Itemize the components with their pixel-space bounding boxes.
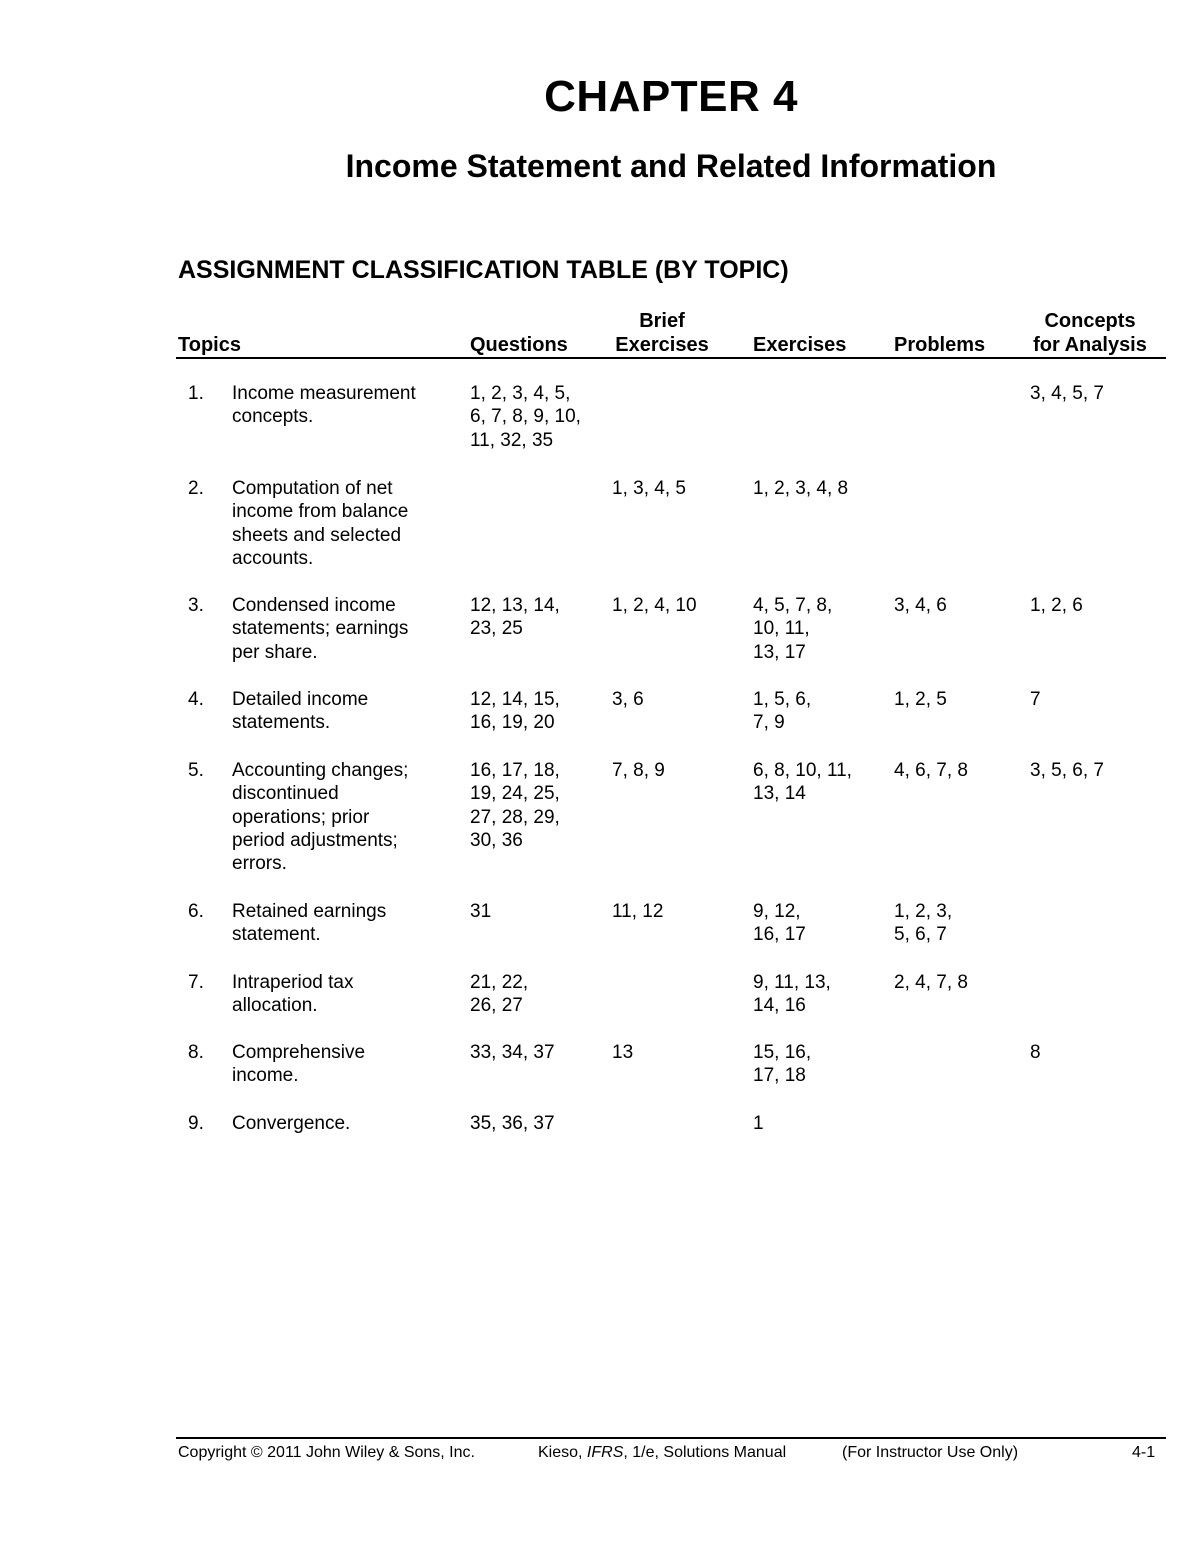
row-number: 6. — [188, 901, 204, 922]
footer-source-rest: , 1/e, Solutions Manual — [623, 1444, 787, 1461]
concepts-cell: 3, 4, 5, 7 — [1030, 383, 1104, 404]
brief-exercises-cell: 3, 6 — [612, 689, 644, 710]
col-header-topics: Topics — [178, 334, 241, 356]
row-number: 1. — [188, 383, 204, 404]
topic-cell: Retained earnings statement. — [232, 901, 387, 946]
exercises-cell: 1, 2, 3, 4, 8 — [753, 478, 849, 499]
questions-cell: 35, 36, 37 — [470, 1113, 555, 1134]
brief-exercises-cell: 11, 12 — [612, 901, 664, 922]
exercises-cell: 1, 5, 6, 7, 9 — [753, 689, 812, 734]
footer-source — [538, 1444, 786, 1462]
brief-exercises-cell: 13 — [612, 1042, 634, 1063]
row-number: 8. — [188, 1042, 204, 1063]
problems-cell: 3, 4, 6 — [894, 595, 947, 616]
topic-cell: Comprehensive income. — [232, 1042, 366, 1087]
footer-note: (For Instructor Use Only) — [842, 1444, 1019, 1461]
questions-cell: 31 — [470, 901, 492, 922]
problems-cell: 1, 2, 5 — [894, 689, 947, 710]
topic-cell: Income measurement concepts. — [232, 383, 416, 428]
row-number: 7. — [188, 972, 204, 993]
problems-cell: 4, 6, 7, 8 — [894, 760, 968, 781]
exercises-cell: 1 — [753, 1113, 764, 1134]
col-header-questions: Questions — [470, 334, 568, 356]
questions-cell: 21, 22, 26, 27 — [470, 972, 529, 1017]
chapter-subtitle: Income Statement and Related Information — [345, 148, 997, 184]
col-header-exercises: Exercises — [753, 334, 847, 356]
col-header-problems: Problems — [894, 334, 986, 356]
exercises-cell: 6, 8, 10, 11, 13, 14 — [753, 760, 852, 805]
brief-exercises-cell: 7, 8, 9 — [612, 760, 665, 781]
problems-cell: 2, 4, 7, 8 — [894, 972, 968, 993]
header-rule — [176, 357, 1166, 359]
brief-exercises-cell: 1, 3, 4, 5 — [612, 478, 686, 499]
questions-cell: 33, 34, 37 — [470, 1042, 555, 1063]
concepts-cell: 3, 5, 6, 7 — [1030, 760, 1104, 781]
topic-cell: Accounting changes; discontinued operations; prior period adjustments; errors. — [232, 760, 409, 875]
topic-cell: Intraperiod tax allocation. — [232, 972, 354, 1017]
questions-cell: 1, 2, 3, 4, 5, 6, 7, 8, 9, 10, 11, 32, 35 — [470, 383, 581, 451]
topic-cell: Computation of net income from balance sheets and selected accounts. — [232, 478, 409, 569]
questions-cell: 12, 13, 14, 23, 25 — [470, 595, 560, 640]
row-number: 9. — [188, 1113, 204, 1134]
topic-cell: Detailed income statements. — [232, 689, 369, 734]
exercises-cell: 4, 5, 7, 8, 10, 11, 13, 17 — [753, 595, 833, 663]
col-header-brief-exercises-line2: Exercises — [615, 334, 709, 356]
section-heading: ASSIGNMENT CLASSIFICATION TABLE (BY TOPIC) — [178, 256, 789, 284]
concepts-cell: 7 — [1030, 689, 1041, 710]
questions-cell: 16, 17, 18, 19, 24, 25, 27, 28, 29, 30, 36 — [470, 760, 560, 851]
footer-source-author: Kieso, — [538, 1444, 587, 1461]
col-header-concepts-line1: Concepts — [1044, 310, 1136, 332]
col-header-brief-exercises-line1: Brief — [639, 310, 685, 332]
concepts-cell: 1, 2, 6 — [1030, 595, 1083, 616]
exercises-cell: 9, 12, 16, 17 — [753, 901, 806, 946]
topic-cell: Condensed income statements; earnings per share. — [232, 595, 409, 663]
exercises-cell: 9, 11, 13, 14, 16 — [753, 972, 831, 1017]
brief-exercises-cell: 1, 2, 4, 10 — [612, 595, 697, 616]
topic-cell: Convergence. — [232, 1113, 351, 1134]
exercises-cell: 15, 16, 17, 18 — [753, 1042, 812, 1087]
concepts-cell: 8 — [1030, 1042, 1041, 1063]
row-number: 2. — [188, 478, 204, 499]
row-number: 4. — [188, 689, 204, 710]
footer-rule — [176, 1437, 1166, 1439]
row-number: 5. — [188, 760, 204, 781]
col-header-concepts-line2: for Analysis — [1033, 334, 1147, 356]
problems-cell: 1, 2, 3, 5, 6, 7 — [894, 901, 953, 946]
questions-cell: 12, 14, 15, 16, 19, 20 — [470, 689, 560, 734]
page-number: 4-1 — [1132, 1444, 1156, 1461]
chapter-title: CHAPTER 4 — [544, 72, 798, 121]
footer-copyright: Copyright © 2011 John Wiley & Sons, Inc. — [178, 1444, 475, 1461]
footer-source-title: IFRS — [586, 1444, 624, 1461]
row-number: 3. — [188, 595, 204, 616]
